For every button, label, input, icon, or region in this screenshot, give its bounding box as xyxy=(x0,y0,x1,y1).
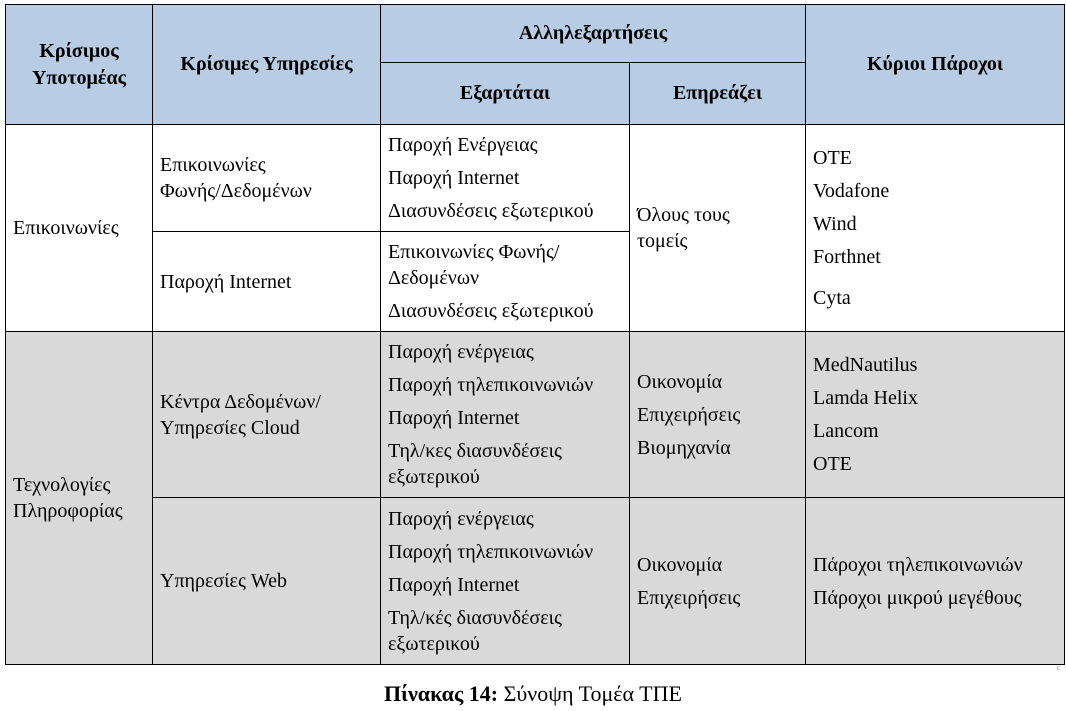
dependency-item: Διασυνδέσεις εξωτερικού xyxy=(388,200,594,222)
dependency-item: Παροχή τηλεπικοινωνιών xyxy=(388,374,594,396)
header-depends-on: Εξαρτάται xyxy=(381,63,630,125)
provider-item: Πάροχοι τηλεπικοινωνιών xyxy=(813,553,1023,576)
provider-item: Wind xyxy=(813,213,857,235)
providers-cell xyxy=(806,332,1065,498)
header-row-1 xyxy=(6,5,1065,63)
affects-cell: Όλους τους τομείς xyxy=(630,125,806,332)
provider-item: Vodafone xyxy=(813,180,890,202)
depends-on-cell xyxy=(381,232,630,332)
sector-cell: Τεχνολογίες Πληροφορίας xyxy=(6,332,153,665)
table-row xyxy=(6,125,1065,232)
summary-table xyxy=(5,4,1065,665)
table-row xyxy=(6,498,1065,665)
dependency-item: Τηλ/κες διασυνδέσεις εξωτερικού xyxy=(388,440,562,488)
dependency-item: Παροχή Internet xyxy=(388,407,520,429)
dependency-item: Παροχή Internet xyxy=(388,167,520,189)
provider-item: Cyta xyxy=(813,287,851,309)
service-line: Φωνής/Δεδομένων xyxy=(160,180,312,202)
affects-item: Επιχειρήσεις xyxy=(637,586,741,609)
affects-item: Επιχειρήσεις xyxy=(637,403,741,426)
sector-cell: Επικοινωνίες xyxy=(6,125,153,332)
affects-item: Οικονομία xyxy=(637,370,723,393)
dependency-item: Επικοινωνίες Φωνής/Δεδομένων xyxy=(388,241,560,289)
dependency-item: Παροχή ενέργειας xyxy=(388,507,534,530)
dependency-item: Τηλ/κές διασυνδέσεις εξωτερικού xyxy=(388,606,562,655)
service-cell xyxy=(153,332,381,498)
caption-label: Πίνακας 14: xyxy=(384,681,499,706)
corner-mark: c xyxy=(1057,664,1061,672)
affects-item: Οικονομία xyxy=(637,553,723,576)
affects-cell xyxy=(630,332,806,498)
service-line: Παροχή Internet xyxy=(160,270,292,293)
provider-item: MedNautilus xyxy=(813,354,918,376)
header-sector: Κρίσιμος Υποτομέας xyxy=(6,5,153,125)
depends-on-cell xyxy=(381,125,630,232)
service-cell xyxy=(153,498,381,665)
dependency-item: Διασυνδέσεις εξωτερικού xyxy=(388,300,594,322)
header-providers: Κύριοι Πάροχοι xyxy=(806,5,1065,125)
table-row xyxy=(6,332,1065,498)
header-interdependencies: Αλληλεξαρτήσεις xyxy=(381,5,806,63)
dependency-item: Παροχή ενέργειας xyxy=(388,341,534,363)
provider-item: Πάροχοι μικρού μεγέθους xyxy=(813,586,1022,609)
header-services: Κρίσιμες Υπηρεσίες xyxy=(153,5,381,125)
service-line: Υπηρεσίες Cloud xyxy=(160,416,300,439)
dependency-item: Παροχή Ενέργειας xyxy=(388,134,538,156)
service-line: Κέντρα Δεδομένων/ xyxy=(160,390,321,413)
provider-item: ΟΤΕ xyxy=(813,147,852,169)
service-line: Επικοινωνίες xyxy=(160,154,266,176)
provider-item: ΟΤΕ xyxy=(813,453,852,475)
provider-item: Forthnet xyxy=(813,246,881,268)
depends-on-cell xyxy=(381,332,630,498)
provider-item: Lancom xyxy=(813,420,879,442)
providers-cell xyxy=(806,498,1065,665)
dependency-item: Παροχή τηλεπικοινωνιών xyxy=(388,540,594,563)
service-cell xyxy=(153,125,381,232)
table-caption xyxy=(0,680,1066,708)
header-affects: Επηρεάζει xyxy=(630,63,806,125)
service-line: Υπηρεσίες Web xyxy=(160,570,288,592)
service-cell xyxy=(153,232,381,332)
dependency-item: Παροχή Internet xyxy=(388,573,520,596)
affects-cell xyxy=(630,498,806,665)
providers-cell xyxy=(806,125,1065,332)
caption-text: Σύνοψη Τομέα ΤΠΕ xyxy=(498,681,682,706)
depends-on-cell xyxy=(381,498,630,665)
provider-item: Lamda Helix xyxy=(813,387,918,409)
affects-item: Βιομηχανία xyxy=(637,436,731,459)
